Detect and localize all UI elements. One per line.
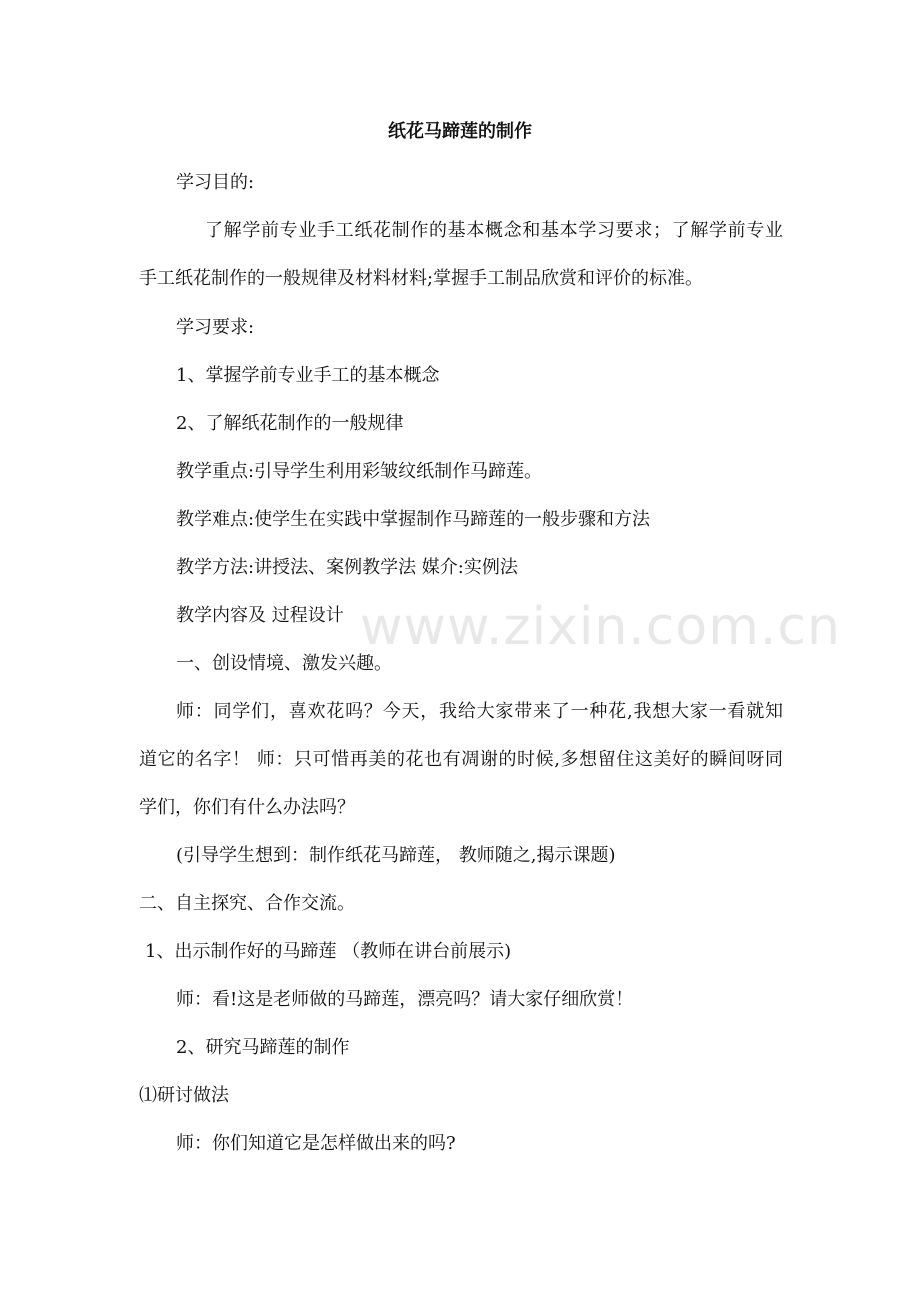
section-heading-two: 二、自主探究、合作交流。 [139, 893, 355, 914]
paragraph-line: 师：看!这是老师做的马蹄莲，漂亮吗？请大家仔细欣赏！ [176, 989, 634, 1010]
section-heading-content: 教学内容及 过程设计 [176, 605, 344, 626]
section-heading-one: 一、创设情境、激发兴趣。 [176, 653, 392, 674]
paragraph-line: 道它的名字！ 师：只可惜再美的花也有凋谢的时候,多想留住这美好的瞬间呀同 [139, 749, 783, 770]
teaching-difficulty: 教学难点:使学生在实践中掌握制作马蹄莲的一般步骤和方法 [176, 509, 651, 530]
paragraph-line: (引导学生想到：制作纸花马蹄莲， 教师随之,揭示课题) [176, 845, 616, 866]
paragraph-line: 手工纸花制作的一般规律及材料材料;掌握手工制品欣赏和评价的标准。 [139, 268, 704, 289]
list-item: 1、出示制作好的马蹄莲 （教师在讲台前展示) [145, 941, 512, 962]
paragraph-line: 师：你们知道它是怎样做出来的吗? [176, 1133, 456, 1154]
sub-heading: ⑴研讨做法 [139, 1085, 229, 1106]
teaching-method: 教学方法:讲授法、案例教学法 媒介:实例法 [176, 557, 518, 578]
paragraph-line: 学们，你们有什么办法吗？ [139, 797, 355, 818]
paragraph-line: 了解学前专业手工纸花制作的基本概念和基本学习要求；了解学前专业 [205, 220, 783, 241]
list-item: 2、了解纸花制作的一般规律 [176, 413, 404, 434]
section-heading-requirements: 学习要求: [176, 317, 255, 338]
paragraph-line: 师：同学们，喜欢花吗？今天，我给大家带来了一种花,我想大家一看就知 [176, 701, 783, 722]
teaching-focus: 教学重点:引导学生利用彩皱纹纸制作马蹄莲。 [176, 461, 543, 482]
section-heading-objectives: 学习目的: [176, 172, 255, 193]
watermark: www.zixin.com.cn [360, 597, 841, 657]
document-title: 纸花马蹄莲的制作 [388, 121, 532, 142]
list-item: 1、掌握学前专业手工的基本概念 [176, 365, 440, 386]
list-item: 2、研究马蹄莲的制作 [176, 1037, 350, 1058]
